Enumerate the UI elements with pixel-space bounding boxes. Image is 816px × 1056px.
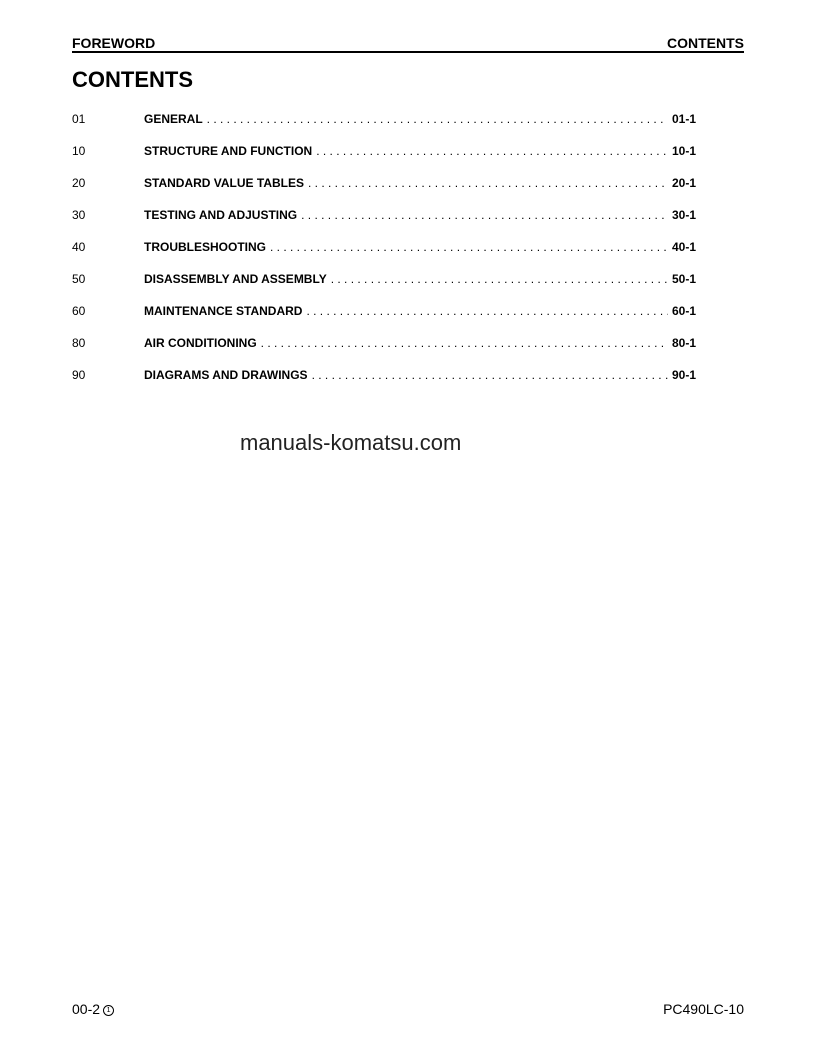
toc-page: 10-1: [671, 144, 696, 158]
header-section: FOREWORD: [72, 35, 156, 51]
page-title: CONTENTS: [72, 67, 193, 92]
header-title: CONTENTS: [667, 35, 744, 51]
toc-code: 50: [72, 272, 86, 286]
toc-name: MAINTENANCE STANDARD: [144, 304, 303, 318]
dot-leader: [207, 112, 668, 126]
footer-page-number: [72, 1001, 114, 1017]
toc-code: 80: [72, 336, 86, 350]
toc-line: [144, 304, 696, 318]
toc-code: 40: [72, 240, 86, 254]
dot-leader: [308, 176, 668, 190]
toc-name: TESTING AND ADJUSTING: [144, 208, 298, 222]
toc-name: DIAGRAMS AND DRAWINGS: [144, 368, 308, 382]
footer-model: PC490LC-10: [663, 1001, 744, 1017]
toc-entry[interactable]: [72, 272, 696, 288]
toc-code: 10: [72, 144, 86, 158]
toc-entry[interactable]: [72, 368, 696, 384]
toc-line: [144, 144, 696, 158]
toc-name: STRUCTURE AND FUNCTION: [144, 144, 313, 158]
toc-page: 60-1: [671, 304, 696, 318]
dot-leader: [312, 368, 668, 382]
toc-page: 90-1: [671, 368, 696, 382]
watermark: manuals-komatsu.com: [240, 430, 462, 455]
toc-line: [144, 240, 696, 254]
toc-line: [144, 336, 696, 350]
toc-line: [144, 112, 696, 126]
toc-code: 20: [72, 176, 86, 190]
dot-leader: [331, 272, 668, 286]
toc-page: 50-1: [671, 272, 696, 286]
toc-code: 60: [72, 304, 86, 318]
toc-line: [144, 272, 696, 286]
toc-code: 01: [72, 112, 86, 126]
toc-code: 30: [72, 208, 86, 222]
dot-leader: [306, 304, 668, 318]
toc-page: 80-1: [671, 336, 696, 350]
toc-code: 90: [72, 368, 86, 382]
toc-page: 01-1: [671, 112, 696, 126]
dot-leader: [261, 336, 668, 350]
toc-name: GENERAL: [144, 112, 203, 126]
toc-entry[interactable]: [72, 304, 696, 320]
toc-page: 40-1: [671, 240, 696, 254]
toc-line: [144, 176, 696, 190]
toc-name: AIR CONDITIONING: [144, 336, 257, 350]
toc-name: DISASSEMBLY AND ASSEMBLY: [144, 272, 327, 286]
toc-entry[interactable]: [72, 336, 696, 352]
toc-line: [144, 368, 696, 382]
toc-entry[interactable]: [72, 208, 696, 224]
dot-leader: [316, 144, 668, 158]
dot-leader: [301, 208, 668, 222]
toc-line: [144, 208, 696, 222]
dot-leader: [270, 240, 668, 254]
page-number: 00-2: [72, 1001, 101, 1017]
toc-page: 30-1: [671, 208, 696, 222]
page-header: [72, 35, 744, 53]
toc-page: 20-1: [671, 176, 696, 190]
toc-name: TROUBLESHOOTING: [144, 240, 266, 254]
toc-entry[interactable]: [72, 112, 696, 128]
revision-mark: 1: [103, 1005, 114, 1016]
toc-entry[interactable]: [72, 144, 696, 160]
toc-name: STANDARD VALUE TABLES: [144, 176, 304, 190]
toc-entry[interactable]: [72, 240, 696, 256]
toc-entry[interactable]: [72, 176, 696, 192]
